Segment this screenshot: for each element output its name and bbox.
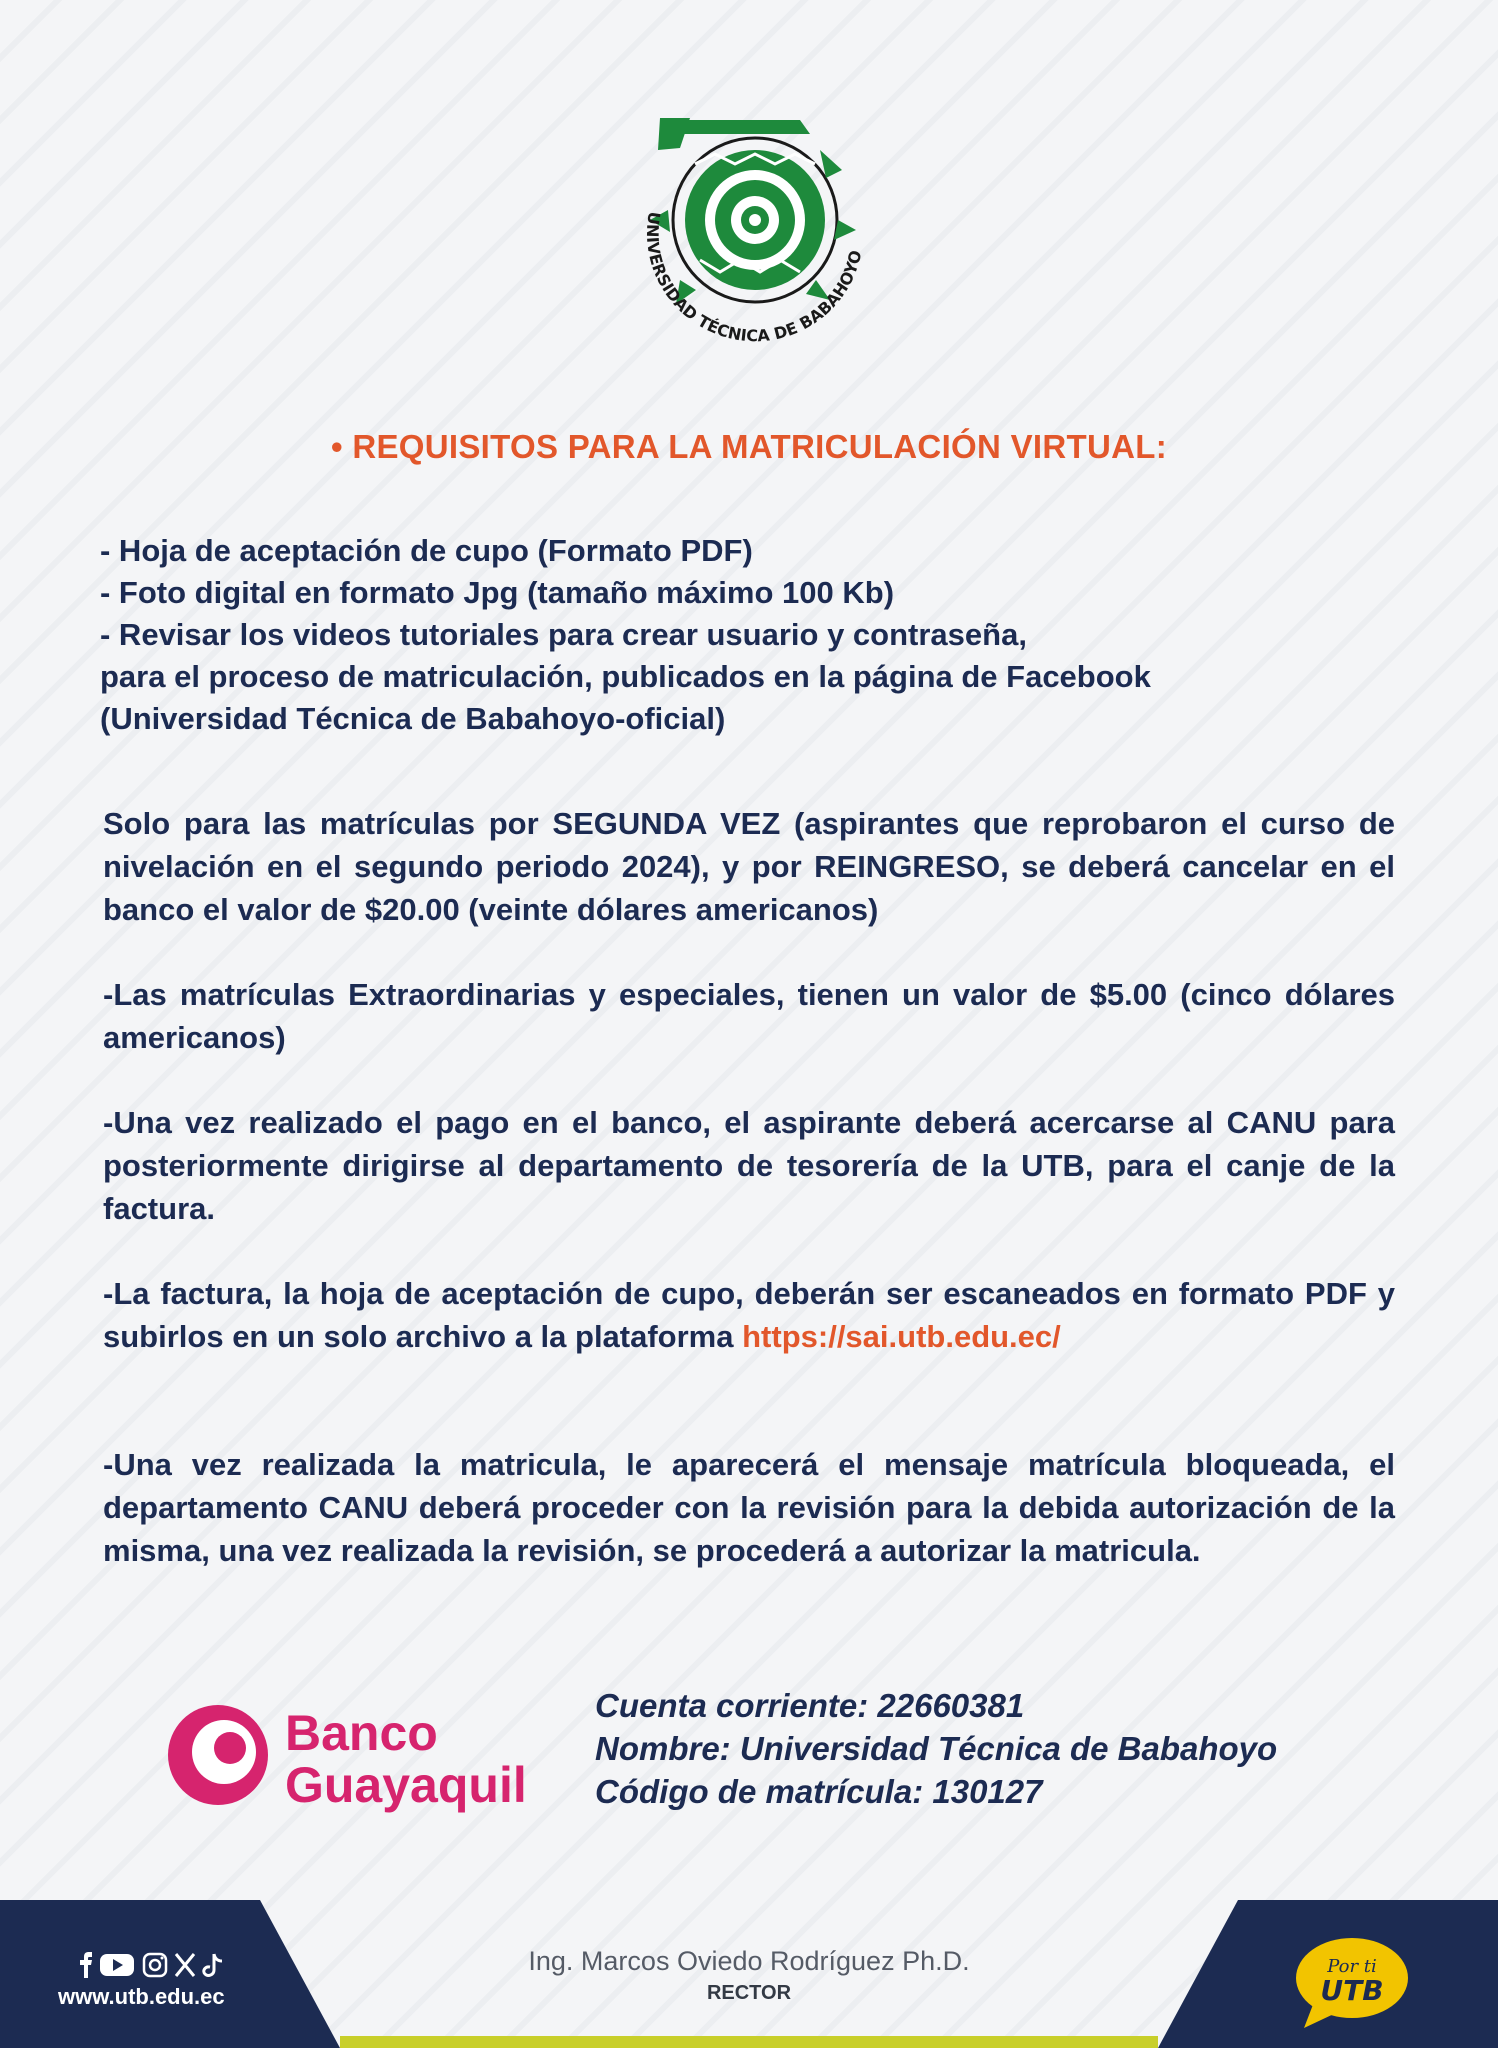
extraordinary-paragraph: -Las matrículas Extraordinarias y especiales, tienen un valor de $5.00 (cinco dólares americanos): [103, 977, 1395, 1055]
upload-text: -La factura, la hoja de aceptación de cupo, deberán ser escaneados en formato PDF y subirlos en un solo archivo a la plataforma: [103, 1276, 1395, 1354]
banco-guayaquil-logo: [160, 1690, 560, 1820]
account-number: Cuenta corriente: 22660381: [595, 1687, 1025, 1724]
badge-line1: Por ti: [1327, 1956, 1377, 1977]
requirement-continuation: para el proceso de matriculación, publicados en la página de Facebook: [100, 659, 1151, 694]
bank-name-line1: Banco: [285, 1705, 438, 1761]
second-time-paragraph: Solo para las matrículas por SEGUNDA VEZ (aspirantes que reprobaron el curso de nivelación en el segundo periodo 2024), y por REINGRESO, se deberá cancelar en el banco el valor de $20.00 (veinte dólares americanos): [103, 806, 1395, 927]
logo-ring-text: UNIVERSIDAD TÉCNICA DE BABAHOYO: [642, 210, 866, 346]
bank-account-info: [595, 1684, 1277, 1813]
university-logo: [620, 100, 890, 370]
website-link[interactable]: www.utb.edu.ec: [58, 1984, 225, 2009]
por-ti-utb-badge: [1290, 1932, 1412, 2032]
bank-name-line2: Guayaquil: [285, 1757, 527, 1813]
payment-paragraph: -Una vez realizado el pago en el banco, el aspirante deberá acercarse al CANU para posteriormente dirigirse al departamento de tesorería de la UTB, para el canje de la factura.: [103, 1105, 1395, 1226]
sai-platform-link[interactable]: https://sai.utb.edu.ec/: [742, 1319, 1061, 1354]
requirements-list: [100, 530, 1400, 740]
account-holder: Nombre: Universidad Técnica de Babahoyo: [595, 1730, 1278, 1767]
requirement-item: - Hoja de aceptación de cupo (Formato PDF): [100, 533, 753, 568]
requirement-item: - Revisar los videos tutoriales para crear usuario y contraseña,: [100, 617, 1027, 652]
rector-title: RECTOR: [706, 1982, 792, 2004]
page-heading: • REQUISITOS PARA LA MATRICULACIÓN VIRTUAL:: [331, 428, 1167, 465]
requirement-continuation: (Universidad Técnica de Babahoyo-oficial): [100, 701, 726, 736]
badge-line2: UTB: [1320, 1974, 1384, 2007]
enrollment-code: Código de matrícula: 130127: [595, 1773, 1043, 1810]
blocked-paragraph: -Una vez realizada la matricula, le aparecerá el mensaje matrícula bloqueada, el departamento CANU deberá proceder con la revisión para la debida autorización de la misma, una vez realizada la revisión, se procederá a autorizar la matricula.: [103, 1447, 1395, 1568]
upload-paragraph: [103, 1272, 1395, 1358]
requirement-item: - Foto digital en formato Jpg (tamaño máximo 100 Kb): [100, 575, 895, 610]
rector-name: Ing. Marcos Oviedo Rodríguez Ph.D.: [528, 1946, 970, 1976]
